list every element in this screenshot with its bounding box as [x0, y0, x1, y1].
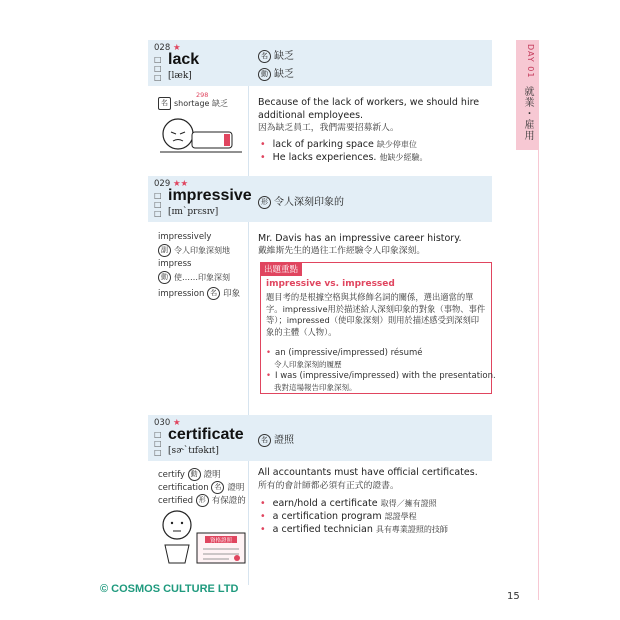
phrase-3: • a certified technician 具有專業證照的技師	[260, 523, 448, 536]
cartoon-person-certificate	[155, 505, 250, 577]
related-meaning-1: 副 令人印象深刻地	[158, 244, 230, 257]
column-divider	[248, 40, 249, 585]
entry-number: 028 ★	[154, 43, 181, 53]
example-en: Because of the lack of workers, we should hire additional employees.	[258, 97, 480, 121]
sense-2: 動 缺乏	[258, 65, 294, 81]
cartoon-lying-person	[158, 112, 248, 162]
review-checkboxes: □ □ □	[154, 191, 162, 218]
phonetic: [sɚˋtɪfəkɪt]	[168, 446, 219, 456]
related-word: 名 shortage 缺乏	[158, 97, 228, 110]
phrase-2: • He lacks experiences. 他缺少經驗。	[260, 151, 427, 164]
headword: certificate	[168, 426, 244, 443]
related-word-3: certified 形 有保證的	[158, 496, 246, 506]
phrase-2: • a certification program 認證學程	[260, 510, 417, 523]
headword: lack	[168, 51, 200, 68]
related-word-2: impress	[158, 259, 192, 269]
exam-example-2-zh: 我對這場報告印象深刻。	[274, 383, 357, 392]
page-number: 15	[507, 591, 520, 602]
sense-1: 形 令人深刻印象的	[258, 193, 344, 209]
sense-1: 名 證照	[258, 431, 294, 447]
phrase-1: • lack of parking space 缺少停車位	[260, 138, 417, 151]
topic-label: 就業・雇用	[522, 86, 533, 141]
svg-text:資格證照: 資格證照	[209, 538, 233, 544]
day-label: DAY 01	[526, 44, 535, 79]
headword: impressive	[168, 187, 252, 204]
example-en: All accountants must have official certificates.	[258, 467, 478, 478]
review-checkboxes: □ □ □	[154, 430, 162, 457]
example-zh: 因為缺乏員工，我們需要招募新人。	[258, 123, 399, 133]
publisher-watermark: © COSMOS CULTURE LTD	[100, 583, 239, 595]
exam-example-2: • I was (impressive/impressed) with the presentation.	[266, 371, 496, 382]
exam-example-1-zh: 令人印象深刻的履歷	[274, 360, 342, 369]
entry-header-lack	[148, 40, 492, 86]
review-checkboxes: □ □ □	[154, 55, 162, 82]
phrase-1: • earn/hold a certificate 取得／擁有證照	[260, 497, 437, 510]
related-word-2: certification 名 證明	[158, 483, 245, 493]
entry-number: 030 ★	[154, 418, 181, 428]
related-number: 298	[196, 91, 209, 99]
entry-number: 029 ★★	[154, 179, 189, 189]
example-zh: 所有的會計師都必須有正式的證書。	[258, 481, 399, 491]
phonetic: [læk]	[168, 71, 192, 81]
related-meaning-2: 動 使……印象深刻	[158, 271, 230, 284]
related-word-3: impression 名 印象	[158, 289, 241, 299]
sense-1: 名 缺乏	[258, 47, 294, 63]
exam-point-title: impressive vs. impressed	[266, 279, 395, 289]
example-en: Mr. Davis has an impressive career history.	[258, 233, 462, 244]
related-word-1: impressively	[158, 232, 212, 242]
exam-example-1: • an (impressive/impressed) résumé	[266, 348, 422, 359]
example-zh: 戴維斯先生的過往工作經驗令人印象深刻。	[258, 246, 426, 256]
related-word-1: certify 動 證明	[158, 470, 221, 480]
exam-point-tag: 出題重點	[260, 262, 302, 276]
exam-point-body: 題目考的是根據空格與其修飾名詞的關係，選出適當的單字。impressive用於描述給人深刻印象的對象（事物、事件等）；impressed（使印象深刻）則用於描述感受到深刻印象的主體（人物）。	[266, 292, 486, 337]
phonetic: [ɪmˋprɛsɪv]	[168, 207, 219, 217]
margin-line	[538, 40, 539, 600]
